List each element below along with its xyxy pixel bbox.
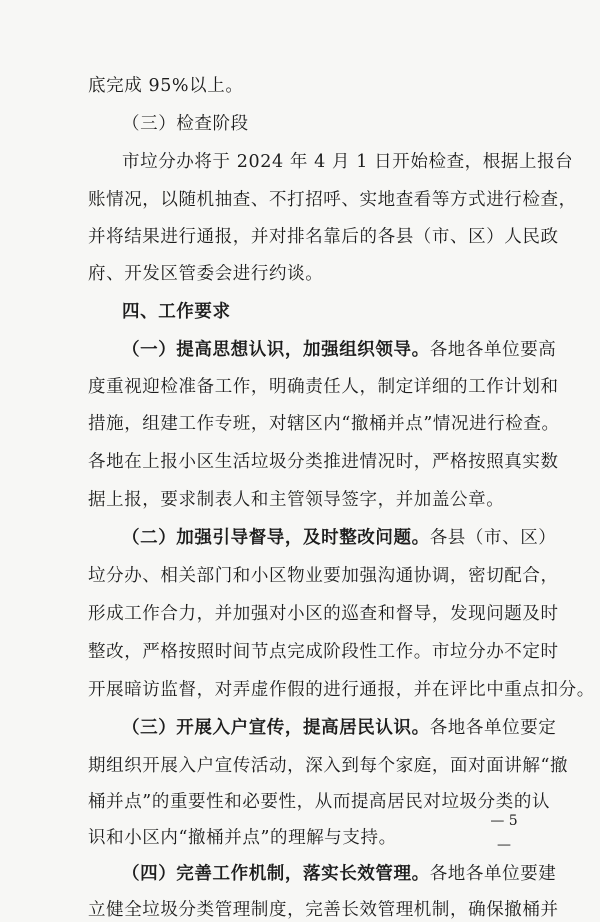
item-2-line-3: 形成工作合力，并加强对小区的巡查和督导，发现问题及时: [88, 604, 559, 624]
item-1-title: （一）提高思想认识，加强组织领导。: [122, 340, 430, 360]
section-3-line-3: 并将结果进行通报，并对排名靠后的各县（市、区）人民政: [88, 227, 559, 247]
page-number: — 5 —: [490, 813, 518, 853]
item-2-line-4: 整改，严格按照时间节点完成阶段性工作。市垃分办不定时: [88, 642, 559, 662]
item-4-title: （四）完善工作机制，落实长效管理。: [122, 864, 430, 884]
paragraph-tail: 底完成 95%以上。: [88, 76, 244, 96]
item-1-line-4: 各地在上报小区生活垃圾分类推进情况时，严格按照真实数: [88, 452, 559, 472]
section-3-line-4: 府、开发区管委会进行约谈。: [88, 264, 324, 284]
item-1-line-3: 措施，组建工作专班，对辖区内“撤桶并点”情况进行检查。: [88, 414, 560, 434]
item-2-intro: 各县（市、区）: [429, 528, 557, 548]
item-1-line-2: 度重视迎检准备工作，明确责任人，制定详细的工作计划和: [88, 377, 559, 397]
item-2-line-1: [122, 526, 557, 550]
section-3-line-2: 账情况，以随机抽查、不打招呼、实地查看等方式进行检查，: [88, 190, 577, 210]
item-2-line-2: 垃分办、相关部门和小区物业要加强沟通协调，密切配合，: [88, 566, 559, 586]
item-3-line-1: [122, 716, 557, 740]
item-2-line-5: 开展暗访监督，对弄虚作假的进行通报，并在评比中重点扣分。: [88, 680, 595, 700]
item-3-line-3: 桶并点”的重要性和必要性，从而提高居民对垃圾分类的认: [88, 792, 551, 812]
item-2-title: （二）加强引导督导，及时整改问题。: [122, 528, 430, 548]
item-1-line-1: [122, 338, 557, 362]
item-4-line-2: 立健全垃圾分类管理制度，完善长效管理机制，确保撤桶并: [88, 900, 559, 920]
item-4-line-1: [122, 862, 557, 886]
item-1-intro: 各地各单位要高: [429, 340, 557, 360]
item-3-line-4: 识和小区内“撤桶并点”的理解与支持。: [88, 828, 397, 848]
item-1-line-5: 据上报，要求制表人和主管领导签字，并加盖公章。: [88, 490, 505, 510]
item-3-intro: 各地各单位要定: [429, 718, 557, 738]
section-3-heading: （三）检查阶段: [122, 114, 249, 134]
chapter-4-heading: 四、工作要求: [122, 302, 231, 322]
item-4-intro: 各地各单位要建: [429, 864, 557, 884]
item-3-line-2: 期组织开展入户宣传活动，深入到每个家庭，面对面讲解“撤: [88, 756, 569, 776]
section-3-line-1: 市垃分办将于 2024 年 4 月 1 日开始检查，根据上报台: [122, 152, 574, 172]
item-3-title: （三）开展入户宣传，提高居民认识。: [122, 718, 430, 738]
